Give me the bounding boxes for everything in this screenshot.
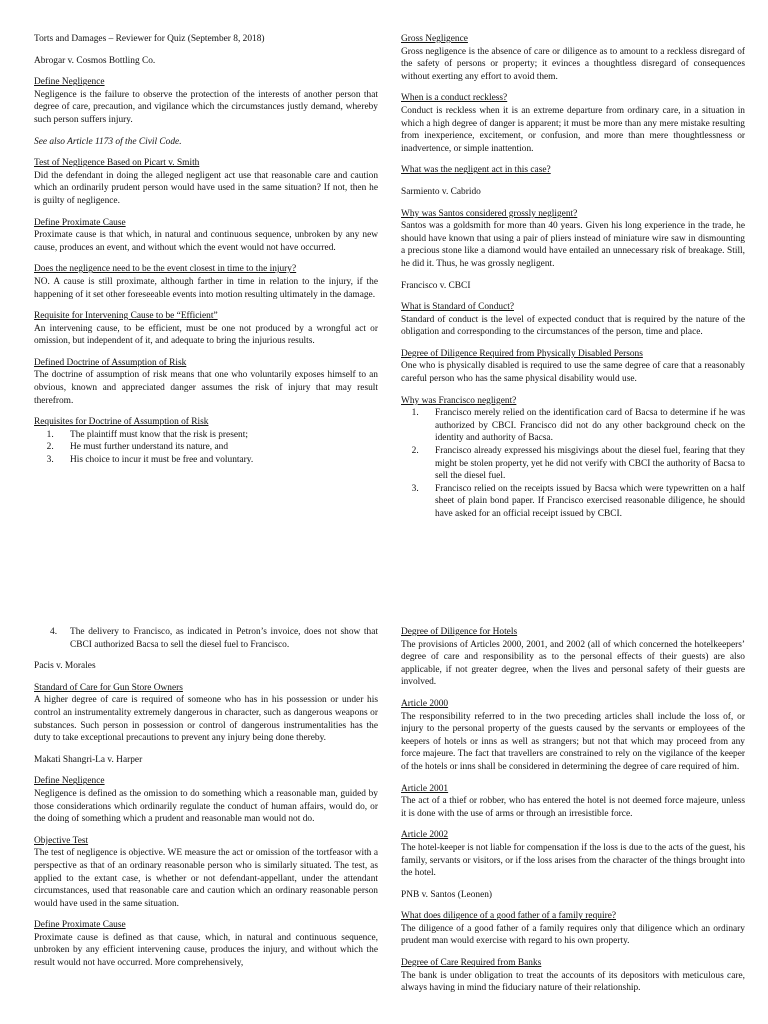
section-body: Negligence is defined as the omission to do something which a reasonable man, guided by those considerations which ordinarily regulate the conduct of human affairs, would do, or the doing of something which a prudent and reasonable man would not do. (34, 788, 378, 825)
page-1-right-column (401, 33, 745, 521)
section-heading: Degree of Diligence for Hotels (401, 627, 518, 637)
section-body: The bank is under obligation to treat the accounts of its depositors with meticulous care, always having in mind the fiduciary nature of their relationship. (401, 970, 745, 994)
list-item: 3. His choice to incur it must be free and voluntary. (56, 454, 378, 467)
section-heading: Degree of Care Required from Banks (401, 958, 542, 969)
section-heading: Why was Santos considered grossly negligent? (401, 208, 578, 219)
section-body: The test of negligence is objective. WE measure the act or omission of the tortfeasor with a perspective as that of an ordinary reasonable person who is similarly situated. The test, as applied to the extant case, is whether or not defendant-appellant, under the attendant circumstances, used that reasonable care and caution which an ordinary reasonable person would have used in the same situation. (34, 848, 378, 909)
section-heading: Define Negligence (34, 776, 105, 787)
list-item: 2. He must further understand its nature, and (56, 441, 378, 454)
section-heading: What does diligence of a good father of a family require? (401, 911, 617, 922)
section-heading: What is Standard of Conduct? (401, 302, 514, 313)
section-heading: Standard of Care for Gun Store Owners (34, 682, 183, 693)
page-2-left-column (34, 626, 378, 970)
list-item: 2. Francisco already expressed his misgivings about the diesel fuel, fearing that they might be stolen property, yet he did not verify with CBCI the authority of Bacsa to sell the diesel fuel. (421, 445, 745, 483)
section-body: Proximate cause is defined as that cause, which, in natural and continuous sequence, unbroken by any efficient intervening cause, produces the injury, and without which the result would not have occurred. More comprehensively, (34, 932, 378, 969)
section-body: Negligence is the failure to observe the protection of the interests of another person that degree of care, precaution, and vigilance which the circumstances justly demand, whereby such person suffers injury. (34, 89, 378, 125)
section-heading: Objective Test (34, 835, 89, 846)
section-body: The provisions of Articles 2000, 2001, and 2002 (all of which concerned the hotelkeepers’ degree of care and responsibility as to the personal effects of their guests) are also applicable, if not greater degree, when the lives and personal safety of their guests are involved. (401, 639, 745, 688)
section-body: Standard of conduct is the level of expected conduct that is required by the nature of the obligation and corresponding to the circumstances of the person, time and place. (401, 314, 745, 338)
requisites-list (56, 429, 378, 467)
page-1-left-column (34, 33, 378, 467)
document-title: Torts and Damages – Reviewer for Quiz (September 8, 2018) (34, 34, 265, 44)
section-heading: Requisite for Intervening Cause to be “Efficient” (34, 311, 218, 322)
case-name: Makati Shangri-La v. Harper (34, 754, 143, 765)
section-body: Proximate cause is that which, in natural and continuous sequence, unbroken by any new cause, produces an event, and without which the event would not have occurred. (34, 230, 378, 253)
case-name: Abrogar v. Cosmos Bottling Co. (34, 55, 156, 66)
list-item: 1. The plaintiff must know that the risk is present; (56, 429, 378, 442)
section-body: Did the defendant in doing the alleged negligent act use that reasonable care and caution which an ordinarily prudent person would have used in the same situation? If not, then he is guilty of negligence. (34, 170, 378, 206)
section-body: Conduct is reckless when it is an extreme departure from ordinary care, in a situation in which a high degree of danger is apparent; it must be more than any mere mistake resulting from inexperience, excitement, or confusion, and more than mere thoughtlessness or inadvertence, or simple inattention. (401, 105, 745, 154)
section-body: An intervening cause, to be efficient, must be one not produced by a wrongful act or omission, but independent of it, and adequate to bring the injurious results. (34, 323, 378, 347)
list-item: The delivery to Francisco, as indicated in Petron’s invoice, does not show that CBCI authorized Bacsa to sell the diesel fuel to Francisco. (70, 627, 378, 650)
section-heading: Define Proximate Cause (34, 217, 126, 228)
section-heading: Why was Francisco negligent? (401, 395, 517, 406)
case-name: Sarmiento v. Cabrido (401, 186, 481, 197)
section-heading: What was the negligent act in this case? (401, 165, 551, 176)
page-gap (0, 590, 768, 618)
case-name: PNB v. Santos (Leonen) (401, 889, 493, 900)
list-item: 1. Francisco merely relied on the identification card of Bacsa to determine if he was authorized by CBCI. Francisco did not do any other background check on the identity and authority of Bacsa. (421, 407, 745, 445)
section-heading: Define Negligence (34, 77, 105, 88)
section-heading: Gross Negligence (401, 34, 468, 44)
section-heading: Article 2002 (401, 830, 449, 841)
continued-list-item (34, 626, 378, 651)
section-body: Gross negligence is the absence of care or diligence as to amount to a reckless disregard of the safety of persons or property; it evinces a thoughtless disregard of consequences without exerting any effort to avoid them. (401, 46, 745, 82)
section-body: The diligence of a good father of a family requires only that diligence which an ordinary prudent man would exercise with regard to his own property. (401, 923, 745, 947)
section-heading: Define Proximate Cause (34, 920, 126, 931)
section-heading: Does the negligence need to be the event closest in time to the injury? (34, 264, 297, 275)
section-body: NO. A cause is still proximate, although farther in time in relation to the injury, if the happening of it set other foreseeable events into motion resulting ultimately in the damage. (34, 276, 378, 300)
case-name: Pacis v. Morales (34, 661, 96, 672)
section-heading: Article 2001 (401, 783, 449, 794)
section-body: The doctrine of assumption of risk means that one who voluntarily exposes himself to an obvious, known and appreciated danger assumes the risk of injury that may result therefrom. (34, 370, 378, 406)
case-name: Francisco v. CBCI (401, 280, 471, 291)
section-heading: Test of Negligence Based on Picart v. Smith (34, 158, 200, 169)
section-body: The act of a thief or robber, who has entered the hotel is not deemed force majeure, unless it is done with the use of arms or through an irresistible force. (401, 796, 745, 819)
section-heading: Requisites for Doctrine of Assumption of Risk (34, 417, 209, 428)
document-page-2 (0, 618, 768, 1024)
section-body: A higher degree of care is required of someone who has in his possession or under his control an instrumentality extremely dangerous in character, such as dangerous weapons or substances. Such person in possession or control of dangerous instrumentalities has the duty to take exceptional precautions to prevent any injury being done thereby. (34, 695, 378, 744)
section-heading: Degree of Diligence Required from Physically Disabled Persons (401, 348, 643, 359)
page-2-right-column (401, 626, 745, 995)
section-body: One who is physically disabled is required to use the same degree of care that a reasonably careful person who has the same physical disability would use. (401, 361, 745, 385)
section-note: See also Article 1173 of the Civil Code. (34, 136, 182, 147)
list-item: 3. Francisco relied on the receipts issued by Bacsa which were typewritten on a half sheet of plain bond paper. If Francisco exercised reasonable diligence, he should have asked for an official receipt issued by CBCI. (421, 483, 745, 521)
section-body: The hotel-keeper is not liable for compensation if the loss is due to the acts of the guest, his family, servants or visitors, or if the loss arises from the character of the things brought into the hotel. (401, 842, 745, 879)
reasons-list (421, 407, 745, 520)
section-heading: Article 2000 (401, 698, 449, 709)
list-number: 4. (50, 627, 58, 637)
section-body: Santos was a goldsmith for more than 40 years. Given his long experience in the trade, he should have known that using a pair of pliers instead of miniature wire saw in dismounting a precious stone like a diamond would have entailed an unnecessary risk of breakage. Still, he did it. Thus, he was grossly negligent. (401, 221, 745, 269)
section-heading: When is a conduct reckless? (401, 93, 508, 104)
section-heading: Defined Doctrine of Assumption of Risk (34, 357, 187, 368)
section-body: The responsibility referred to in the two preceding articles shall include the loss of, or injury to the personal property of the guests caused by the servants or employees of the keepers of hotels or inns as well as strangers; but not that which may proceed from any force majeure. The fact that travellers are constrained to rely on the vigilance of the keeper of the hotels or inns shall be considered in determining the degree of care required of him. (401, 711, 745, 772)
